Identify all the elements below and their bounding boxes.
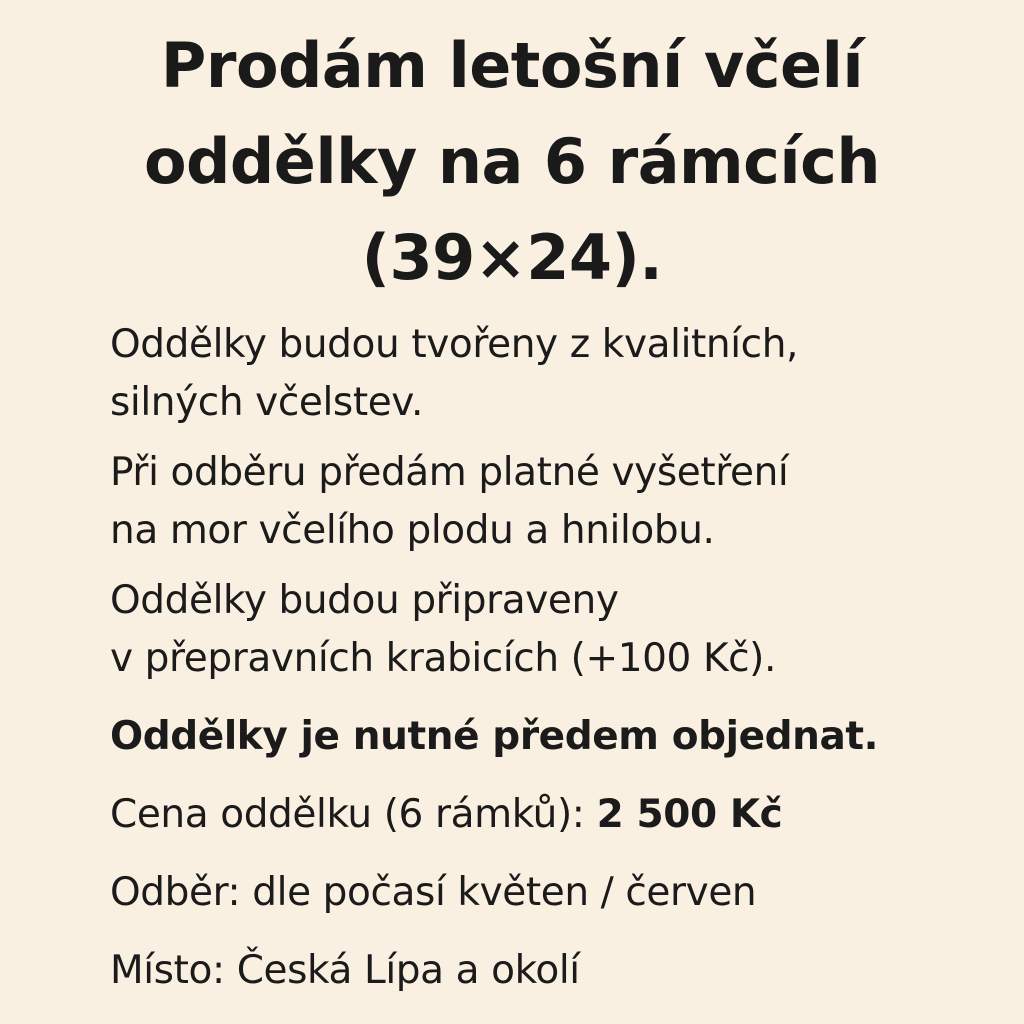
inspection-line-2: na mor včelího plodu a hnilobu. <box>110 508 715 553</box>
ad-title <box>60 18 964 306</box>
boxes-line-2: v přepravních krabicích (+100 Kč). <box>110 636 776 681</box>
order-note: Oddělky je nutné předem objednat. <box>110 714 879 759</box>
place-line: Místo: Česká Lípa a okolí <box>110 948 580 993</box>
boxes-line-1: Oddělky budou připraveny <box>110 578 619 623</box>
quality-line-1: Oddělky budou tvořeny z kvalitních, <box>110 322 799 367</box>
boxes-paragraph <box>110 572 990 688</box>
title-line-1: Prodám letošní včelí <box>160 29 864 102</box>
inspection-line-1: Při odběru předám platné vyšetření <box>110 450 789 495</box>
price-value: 2 500 Kč <box>596 792 783 837</box>
price-line <box>110 786 990 844</box>
ad-body <box>110 316 990 1000</box>
title-line-3: (39×24). <box>361 221 663 294</box>
pickup-line: Odběr: dle počasí květen / červen <box>110 870 757 915</box>
inspection-paragraph <box>110 444 990 560</box>
title-line-2: oddělky na 6 rámcích <box>143 125 881 198</box>
quality-paragraph <box>110 316 990 432</box>
quality-line-2: silných včelstev. <box>110 380 423 425</box>
price-label: Cena oddělku (6 rámků): <box>110 792 585 837</box>
